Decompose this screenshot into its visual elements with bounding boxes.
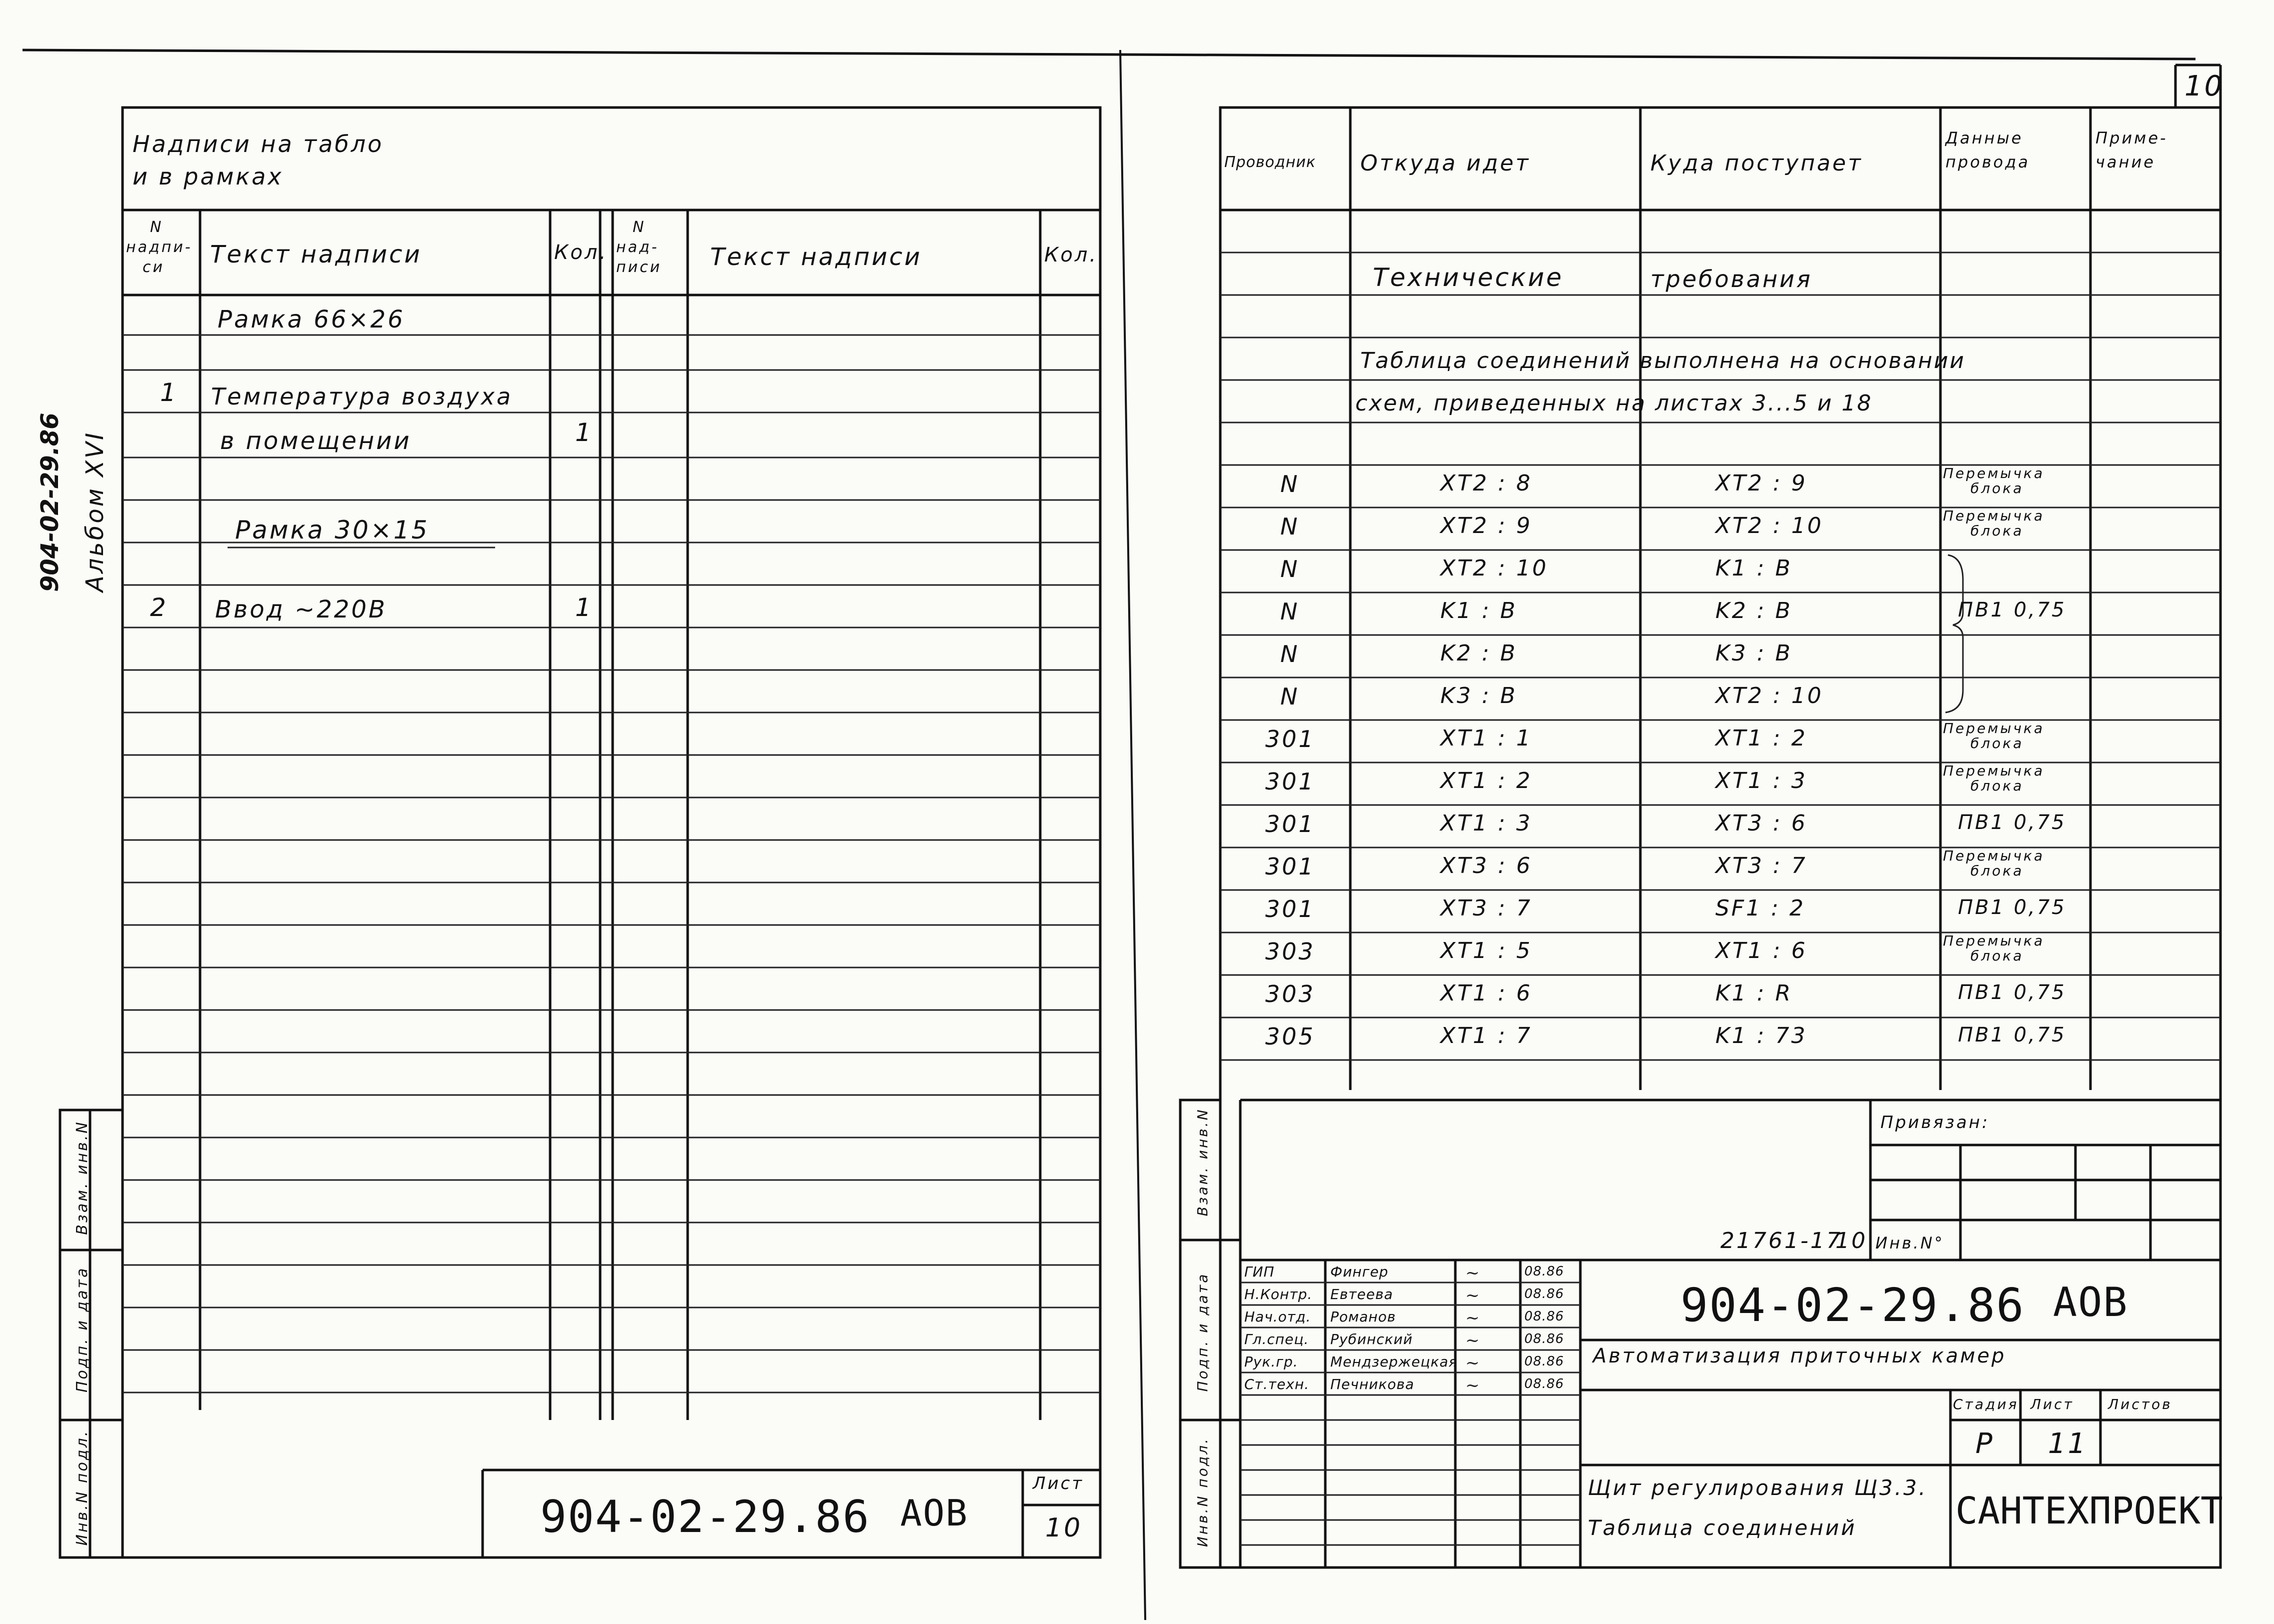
col-header-wire: Проводник [1224, 154, 1316, 171]
left-col-qty: Кол. [554, 241, 608, 264]
row-to: XT2 : 9 [1715, 470, 1807, 496]
row-data: Перемычка [1943, 762, 2045, 779]
desc-line-2: Таблица соединений [1588, 1516, 1857, 1540]
row-data: Перемычка [1943, 508, 2045, 524]
left-stamp-label-1: Взам. инв.N [74, 1120, 91, 1235]
left-col-num2-1: N [633, 218, 646, 236]
row-to: XT1 : 3 [1715, 768, 1807, 794]
note-line-1: Таблица соединений выполнена на основании [1360, 348, 1965, 374]
left-row-text: Ввод ~220В [215, 596, 387, 624]
right-stamp-label-3: Инв.N подл. [1194, 1436, 1211, 1548]
left-col-text: Текст надписи [210, 240, 422, 268]
right-title-code: 904-02-29.86 [1680, 1278, 2025, 1332]
signer-role: Нач.отд. [1244, 1308, 1311, 1325]
row-to: XT1 : 2 [1715, 726, 1807, 751]
row-data: блока [1970, 948, 2024, 964]
row-from: XT1 : 5 [1440, 938, 1532, 964]
signature-mark: ~ [1465, 1286, 1480, 1306]
signer-name: Мендзержецкая [1330, 1354, 1458, 1370]
col-header-data-1: Данные [1945, 128, 2023, 148]
row-data: ПВ1 0,75 [1958, 1024, 2066, 1046]
row-from: XT3 : 7 [1440, 896, 1532, 921]
row-to: K1 : R [1715, 980, 1793, 1006]
left-col-text2: Текст надписи [710, 243, 922, 271]
signer-date: 08.86 [1524, 1286, 1564, 1302]
row-to: XT3 : 7 [1715, 853, 1807, 878]
right-title-mark: АОВ [2053, 1279, 2128, 1326]
row-data: Перемычка [1943, 465, 2045, 482]
signer-role: Ст.техн. [1244, 1376, 1310, 1392]
signer-date: 08.86 [1524, 1354, 1564, 1369]
col-header-from: Откуда идет [1360, 150, 1530, 176]
row-from: XT1 : 3 [1440, 810, 1532, 836]
left-row-text: Температура воздуха [211, 383, 513, 410]
signer-name: Печникова [1330, 1376, 1415, 1392]
row-data: ПВ1 0,75 [1958, 598, 2066, 622]
signature-mark: ~ [1465, 1353, 1480, 1373]
sheet-label: Лист [2030, 1396, 2074, 1412]
row-from: XT1 : 2 [1440, 768, 1532, 794]
left-row-qty: 1 [575, 593, 593, 622]
row-to: XT2 : 10 [1715, 683, 1823, 708]
row-wire: 303 [1265, 980, 1315, 1008]
row-wire: 303 [1265, 938, 1315, 965]
row-to: XT3 : 6 [1715, 810, 1807, 836]
row-wire: N [1280, 470, 1300, 498]
row-to: SF1 : 2 [1715, 896, 1806, 921]
left-title-code: 904-02-29.86 [540, 1491, 870, 1542]
left-header-line1: Надписи на табло [133, 130, 384, 158]
col-header-to: Куда поступает [1650, 150, 1863, 176]
left-row-qty: 1 [575, 418, 593, 447]
left-stamp-label-2: Подп. и дата [74, 1266, 91, 1392]
tech-req-1: Технические [1373, 263, 1564, 292]
signer-name: Рубинский [1330, 1331, 1413, 1348]
right-stamp-label-2: Подп. и дата [1194, 1272, 1211, 1392]
left-col-num2-3: писи [616, 258, 662, 276]
row-from: XT2 : 9 [1440, 513, 1532, 538]
bound-label: Привязан: [1880, 1112, 1990, 1132]
signer-role: Гл.спец. [1244, 1331, 1309, 1348]
right-stamp-label-1: Взам. инв.N [1194, 1108, 1211, 1216]
row-from: XT1 : 7 [1440, 1023, 1532, 1048]
left-title-mark: АОВ [900, 1492, 969, 1534]
row-data: Перемычка [1943, 848, 2045, 864]
row-data: блока [1970, 735, 2024, 752]
row-data: Перемычка [1943, 720, 2045, 736]
stage-label: Стадия [1953, 1396, 2019, 1412]
inv-label: Инв.N° [1875, 1234, 1944, 1252]
left-row-text: Рамка 66×26 [218, 306, 405, 334]
row-wire: 301 [1265, 810, 1315, 838]
stage-value: Р [1975, 1428, 1994, 1460]
row-data: блока [1970, 862, 2024, 879]
left-col-qty2: Кол. [1044, 244, 1098, 266]
row-wire: 301 [1265, 726, 1315, 752]
row-wire: 301 [1265, 768, 1315, 795]
left-col-num-3: си [143, 258, 165, 276]
row-data: блока [1970, 480, 2024, 496]
sheet-value: 11 [2048, 1428, 2088, 1460]
signer-name: Романов [1330, 1308, 1396, 1325]
inv-sheet: 10 [1835, 1228, 1867, 1254]
side-code: 904-02-29.86 [36, 412, 64, 592]
col-header-data-2: провода [1945, 152, 2030, 172]
signer-date: 08.86 [1524, 1264, 1564, 1279]
col-header-note-1: Приме- [2095, 128, 2168, 148]
left-sheet-value: 10 [1045, 1513, 1083, 1543]
row-to: XT1 : 6 [1715, 938, 1807, 964]
col-header-note-2: чание [2095, 152, 2155, 172]
sheet-number-top: 10 [2184, 70, 2224, 102]
left-col-num-2: надпи- [126, 238, 193, 256]
org-name: САНТЕХПРОЕКТ [1955, 1490, 2223, 1532]
tech-req-2: требования [1650, 266, 1812, 292]
row-from: XT1 : 1 [1440, 726, 1532, 751]
note-line-2: схем, приведенных на листах 3...5 и 18 [1355, 390, 1873, 416]
signature-mark: ~ [1465, 1308, 1480, 1328]
left-stamp-label-3: Инв.N подл. [74, 1429, 91, 1546]
row-to: K1 : B [1715, 556, 1792, 581]
row-wire: N [1280, 683, 1300, 710]
row-data: ПВ1 0,75 [1958, 896, 2066, 919]
desc-line-1: Щит регулирования Щ3.3. [1588, 1476, 1927, 1500]
signer-role: Н.Контр. [1244, 1286, 1313, 1302]
row-from: K1 : B [1440, 598, 1517, 624]
row-wire: 301 [1265, 853, 1315, 880]
row-from: XT1 : 6 [1440, 980, 1532, 1006]
row-to: XT2 : 10 [1715, 513, 1823, 538]
signer-name: Евтеева [1330, 1286, 1393, 1302]
row-to: K3 : B [1715, 640, 1792, 666]
left-header-line2: и в рамках [133, 163, 284, 190]
row-data: блока [1970, 522, 2024, 539]
signer-name: Фингер [1330, 1264, 1389, 1280]
project-name: Автоматизация приточных камер [1593, 1344, 2006, 1368]
signature-mark: ~ [1465, 1263, 1480, 1283]
row-from: XT2 : 10 [1440, 556, 1548, 581]
row-wire: N [1280, 640, 1300, 668]
signer-date: 08.86 [1524, 1332, 1564, 1346]
row-wire: N [1280, 598, 1300, 625]
row-wire: N [1280, 556, 1300, 582]
row-data: блока [1970, 778, 2024, 794]
row-data: ПВ1 0,75 [1958, 811, 2066, 834]
row-to: K1 : 73 [1715, 1023, 1807, 1048]
row-wire: 301 [1265, 896, 1315, 922]
row-data: Перемычка [1943, 932, 2045, 949]
row-from: K3 : B [1440, 683, 1517, 708]
row-from: XT2 : 8 [1440, 470, 1532, 496]
row-from: XT3 : 6 [1440, 853, 1532, 878]
left-col-num2-2: над- [616, 238, 659, 256]
left-row-text: в помещении [220, 427, 412, 455]
signer-role: ГИП [1244, 1264, 1275, 1280]
signature-mark: ~ [1465, 1330, 1480, 1350]
signer-role: Рук.гр. [1244, 1354, 1298, 1370]
left-row-text: Рамка 30×15 [235, 516, 430, 544]
row-wire: 305 [1265, 1023, 1315, 1050]
row-to: K2 : B [1715, 598, 1792, 624]
signature-mark: ~ [1465, 1376, 1480, 1396]
signer-date: 08.86 [1524, 1309, 1564, 1324]
left-row-num: 2 [150, 593, 168, 622]
row-from: K2 : B [1440, 640, 1517, 666]
left-col-num-1: N [150, 218, 164, 236]
left-sheet-label: Лист [1033, 1474, 1084, 1494]
sheets-label: Листов [2108, 1396, 2172, 1412]
row-wire: N [1280, 513, 1300, 540]
signer-date: 08.86 [1524, 1376, 1564, 1392]
left-row-num: 1 [160, 378, 178, 407]
inv-number: 21761-17 [1720, 1228, 1842, 1254]
side-album: Альбом XVI [81, 430, 109, 592]
row-data: ПВ1 0,75 [1958, 981, 2066, 1004]
